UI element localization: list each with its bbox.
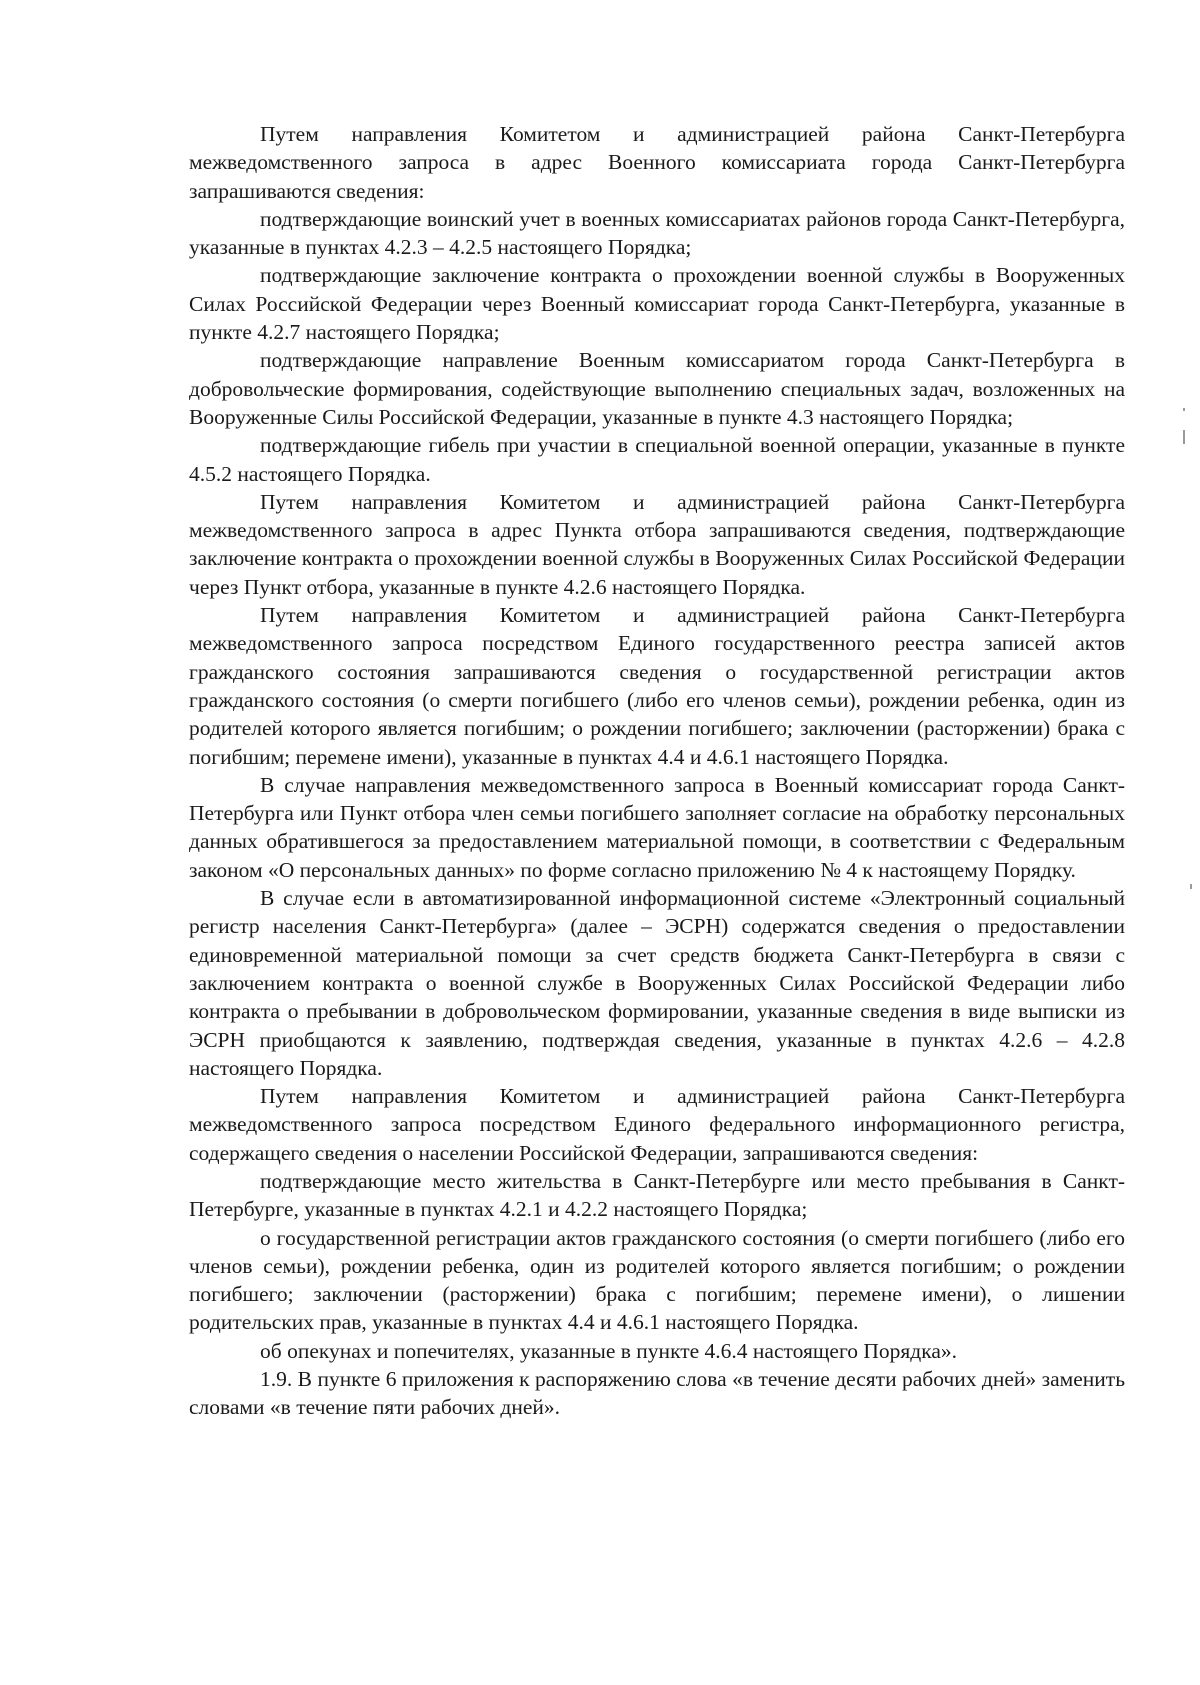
paragraph: подтверждающие направление Военным комиссариатом города Санкт-Петербурга в добровольческие формирования, содействующие выполнению специальных задач, возложенных на Вооруженные Силы Российской Федерации, указанные в пункте 4.3 настоящего Порядка; bbox=[189, 348, 1125, 429]
scan-speck bbox=[1183, 430, 1185, 444]
scan-speck bbox=[1183, 408, 1185, 411]
paragraph: В случае направления межведомственного запроса в Военный комиссариат города Санкт-Петербурга или Пункт отбора член семьи погибшего заполняет согласие на обработку персональных данных обратившегося за предоставлением материальной помощи, в соответствии с Федеральным законом «О персональных данных» по форме согласно приложению № 4 к настоящему Порядку. bbox=[189, 772, 1125, 882]
paragraph: Путем направления Комитетом и администрацией района Санкт-Петербурга межведомственного запроса посредством Единого федерального информационного регистра, содержащего сведения о населении Российской Федерации, запрашиваются сведения: bbox=[189, 1084, 1125, 1165]
document-body bbox=[189, 120, 1125, 1422]
paragraph: подтверждающие заключение контракта о прохождении военной службы в Вооруженных Силах Российской Федерации через Военный комиссариат города Санкт-Петербурга, указанные в пункте 4.2.7 настоящего Порядка; bbox=[189, 263, 1125, 345]
paragraph: Путем направления Комитетом и администрацией района Санкт-Петербурга межведомственного запроса посредством Единого государственного реестра записей актов гражданского состояния запрашиваются сведения о государственной регистрации актов гражданского состояния (о смерти погибшего (либо его членов семьи), рождении ребенка, один из родителей которого является погибшим; о рождении погибшего; заключении (расторжении) брака с погибшим; перемене имени), указанные в пунктах 4.4 и 4.6.1 настоящего Порядка. bbox=[189, 603, 1125, 769]
paragraph: о государственной регистрации актов гражданского состояния (о смерти погибшего (либо его членов семьи), рождении ребенка, один из родителей которого является погибшим; о рождении погибшего; заключении (расторжении) брака с погибшим; перемене имени), о лишении родительских прав, указанные в пунктах 4.4 и 4.6.1 настоящего Порядка. bbox=[189, 1225, 1125, 1335]
paragraph: Путем направления Комитетом и администрацией района Санкт-Петербурга межведомственного запроса в адрес Военного комиссариата города Санкт-Петербурга запрашиваются сведения: bbox=[189, 122, 1125, 203]
paragraph: подтверждающие место жительства в Санкт-Петербурге или место пребывания в Санкт-Петербурге, указанные в пунктах 4.2.1 и 4.2.2 настоящего Порядка; bbox=[189, 1168, 1125, 1222]
paragraph: Путем направления Комитетом и администрацией района Санкт-Петербурга межведомственного запроса в адрес Пункта отбора запрашиваются сведения, подтверждающие заключение контракта о прохождении военной службы в Вооруженных Силах Российской Федерации через Пункт отбора, указанные в пункте 4.2.6 настоящего Порядка. bbox=[189, 489, 1125, 599]
paragraph: об опекунах и попечителях, указанные в пункте 4.6.4 настоящего Порядка». bbox=[260, 1338, 957, 1363]
paragraph: 1.9. В пункте 6 приложения к распоряжению слова «в течение десяти рабочих дней» заменить словами «в течение пяти рабочих дней». bbox=[189, 1367, 1125, 1420]
scan-speck bbox=[1190, 884, 1192, 889]
paragraph: подтверждающие гибель при участии в специальной военной операции, указанные в пункте 4.5.2 настоящего Порядка. bbox=[189, 433, 1125, 486]
paragraph: В случае если в автоматизированной информационной системе «Электронный социальный регистр населения Санкт-Петербурга» (далее – ЭСРН) содержатся сведения о предоставлении единовременной материальной помощи за счет средств бюджета Санкт-Петербурга в связи с заключением контракта о военной службе в Вооруженных Силах Российской Федерации либо контракта о пребывании в добровольческом формировании, указанные сведения в виде выписки из ЭСРН приобщаются к заявлению, подтверждая сведения, указанные в пунктах 4.2.6 – 4.2.8 настоящего Порядка. bbox=[189, 886, 1125, 1080]
paragraph: подтверждающие воинский учет в военных комиссариатах районов города Санкт-Петербурга, указанные в пунктах 4.2.3 – 4.2.5 настоящего Порядка; bbox=[189, 206, 1125, 260]
